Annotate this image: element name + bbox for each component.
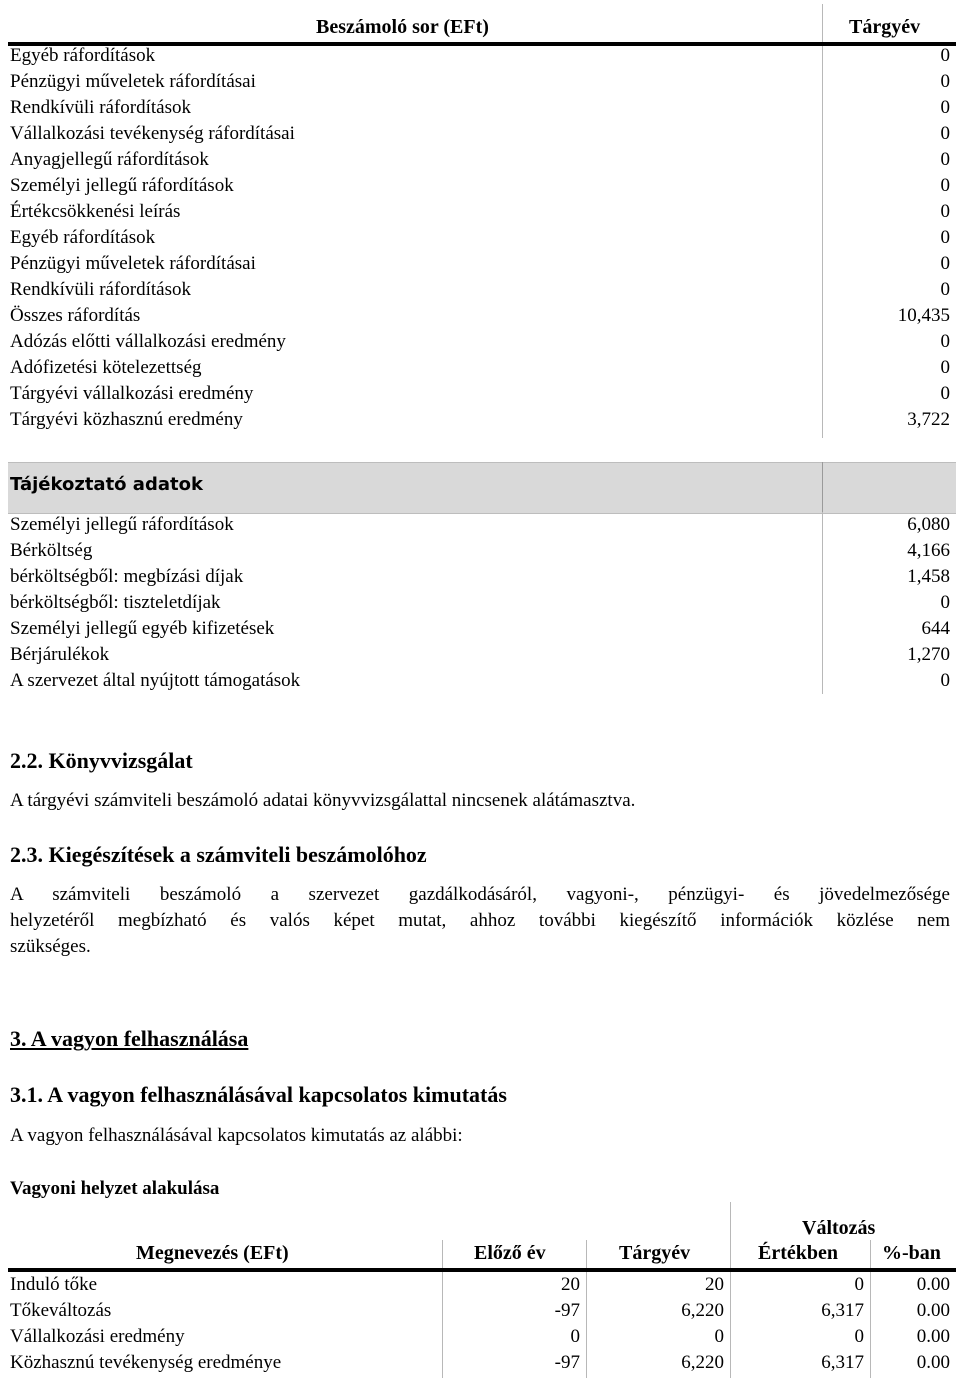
row-label: Bérköltség [10, 540, 93, 561]
row-label: Egyéb ráfordítások [10, 227, 156, 248]
cell-abs: 0 [854, 1274, 864, 1295]
table-row [10, 512, 950, 538]
row-label: Értékcsökkenési leírás [10, 201, 181, 222]
row-value: 0 [940, 97, 950, 118]
row-value: 0 [940, 279, 950, 300]
row-label: Adófizetési kötelezettség [10, 357, 202, 378]
header-pct: %-ban [882, 1242, 941, 1264]
cell-abs: 6,317 [821, 1352, 864, 1373]
row-value: 0 [940, 123, 950, 144]
section-3-1-title: 3.1. A vagyon felhasználásával kapcsolatos kimutatás [10, 1082, 507, 1107]
table-row [10, 590, 950, 616]
cell-pct: 0.00 [916, 1352, 950, 1373]
header-prev: Előző év [474, 1242, 546, 1264]
row-value: 0 [940, 592, 950, 613]
cell-name: Tőkeváltozás [10, 1300, 112, 1321]
cell-pct: 0.00 [916, 1274, 950, 1295]
row-label: Rendkívüli ráfordítások [10, 97, 191, 118]
column-divider [822, 4, 823, 44]
cell-abs: 0 [854, 1326, 864, 1347]
table-row [10, 277, 950, 303]
table-row [10, 43, 950, 69]
column-divider [730, 1202, 731, 1268]
header-name: Megnevezés (EFt) [136, 1242, 289, 1264]
column-divider [870, 1240, 871, 1268]
row-value: 4,166 [907, 540, 950, 561]
cell-prev: -97 [554, 1352, 580, 1373]
table-row [10, 1324, 950, 1350]
row-label: Vállalkozási tevékenység ráfordításai [10, 123, 295, 144]
section-2-2-title: 2.2. Könyvvizsgálat [10, 748, 193, 773]
cell-name: Vállalkozási eredmény [10, 1326, 185, 1347]
cell-current: 0 [714, 1326, 724, 1347]
table-row [10, 173, 950, 199]
table-header-label: Beszámoló sor (EFt) [316, 16, 489, 38]
asset-table-caption: Vagyoni helyzet alakulása [10, 1178, 220, 1199]
row-value: 0 [940, 71, 950, 92]
cell-abs: 6,317 [821, 1300, 864, 1321]
table-row [10, 147, 950, 173]
row-label: bérköltségből: tiszteletdíjak [10, 592, 221, 613]
row-label: Bérjárulékok [10, 644, 110, 665]
cell-pct: 0.00 [916, 1326, 950, 1347]
cell-prev: 20 [561, 1274, 580, 1295]
table-row [10, 303, 950, 329]
row-value: 0 [940, 175, 950, 196]
row-label: bérköltségből: megbízási díjak [10, 566, 244, 587]
row-value: 0 [940, 331, 950, 352]
section-2-3-line2: helyzetéről megbízható és valós képet mutat, ahhoz további kiegészítő információk közlése nem [10, 910, 950, 931]
cell-current: 20 [705, 1274, 724, 1295]
table-row [10, 538, 950, 564]
table-header-year: Tárgyév [849, 16, 921, 38]
info-header: Tájékoztató adatok [10, 474, 203, 495]
table-row [10, 1350, 950, 1376]
row-label: A szervezet által nyújtott támogatások [10, 670, 301, 691]
section-3-1-text: A vagyon felhasználásával kapcsolatos kimutatás az alábbi: [10, 1125, 463, 1146]
row-value: 6,080 [907, 514, 950, 535]
row-value: 1,270 [907, 644, 950, 665]
cell-name: Közhasznú tevékenység eredménye [10, 1352, 282, 1373]
table-row [10, 1298, 950, 1324]
table-row [10, 251, 950, 277]
cell-current: 6,220 [681, 1300, 724, 1321]
section-3-title: 3. A vagyon felhasználása [10, 1026, 249, 1051]
row-value: 0 [940, 253, 950, 274]
header-change: Változás [802, 1217, 876, 1239]
table-row [10, 355, 950, 381]
row-label: Tárgyévi vállalkozási eredmény [10, 383, 254, 404]
table-row [10, 564, 950, 590]
row-value: 1,458 [907, 566, 950, 587]
row-label: Anyagjellegű ráfordítások [10, 149, 209, 170]
cell-pct: 0.00 [916, 1300, 950, 1321]
row-value: 644 [921, 618, 950, 639]
cell-prev: 0 [570, 1326, 580, 1347]
header-current: Tárgyév [619, 1242, 691, 1264]
column-divider [586, 1240, 587, 1268]
section-2-3-line1: A számviteli beszámoló a szervezet gazdálkodásáról, vagyoni-, pénzügyi- és jövedelmezősége [10, 884, 950, 905]
row-value: 3,722 [907, 409, 950, 430]
table-row [10, 642, 950, 668]
table-row [10, 69, 950, 95]
table-row [10, 199, 950, 225]
header-abs: Értékben [758, 1242, 838, 1264]
row-label: Pénzügyi műveletek ráfordításai [10, 253, 256, 274]
row-value: 0 [940, 670, 950, 691]
column-divider [442, 1240, 443, 1268]
table-row [10, 1272, 950, 1298]
cell-prev: -97 [554, 1300, 580, 1321]
row-label: Pénzügyi műveletek ráfordításai [10, 71, 256, 92]
row-label: Adózás előtti vállalkozási eredmény [10, 331, 286, 352]
row-value: 0 [940, 227, 950, 248]
table-row [10, 407, 950, 433]
section-2-3-title: 2.3. Kiegészítések a számviteli beszámolóhoz [10, 842, 427, 867]
table-row [10, 381, 950, 407]
table-row [10, 121, 950, 147]
row-label: Személyi jellegű ráfordítások [10, 175, 234, 196]
column-divider [822, 462, 823, 512]
row-label: Személyi jellegű egyéb kifizetések [10, 618, 275, 639]
row-value: 10,435 [897, 305, 950, 326]
cell-name: Induló tőke [10, 1274, 98, 1295]
row-label: Összes ráfordítás [10, 305, 141, 326]
row-value: 0 [940, 149, 950, 170]
table-row [10, 95, 950, 121]
section-2-3-line3: szükséges. [10, 936, 91, 957]
row-value: 0 [940, 357, 950, 378]
row-label: Tárgyévi közhasznú eredmény [10, 409, 243, 430]
table-row [10, 225, 950, 251]
row-label: Rendkívüli ráfordítások [10, 279, 191, 300]
row-value: 0 [940, 45, 950, 66]
row-value: 0 [940, 201, 950, 222]
row-label: Személyi jellegű ráfordítások [10, 514, 234, 535]
row-value: 0 [940, 383, 950, 404]
table-row [10, 616, 950, 642]
table-row [10, 668, 950, 694]
table-row [10, 329, 950, 355]
cell-current: 6,220 [681, 1352, 724, 1373]
row-label: Egyéb ráfordítások [10, 45, 156, 66]
section-2-2-text: A tárgyévi számviteli beszámoló adatai könyvvizsgálattal nincsenek alátámasztva. [10, 790, 636, 811]
